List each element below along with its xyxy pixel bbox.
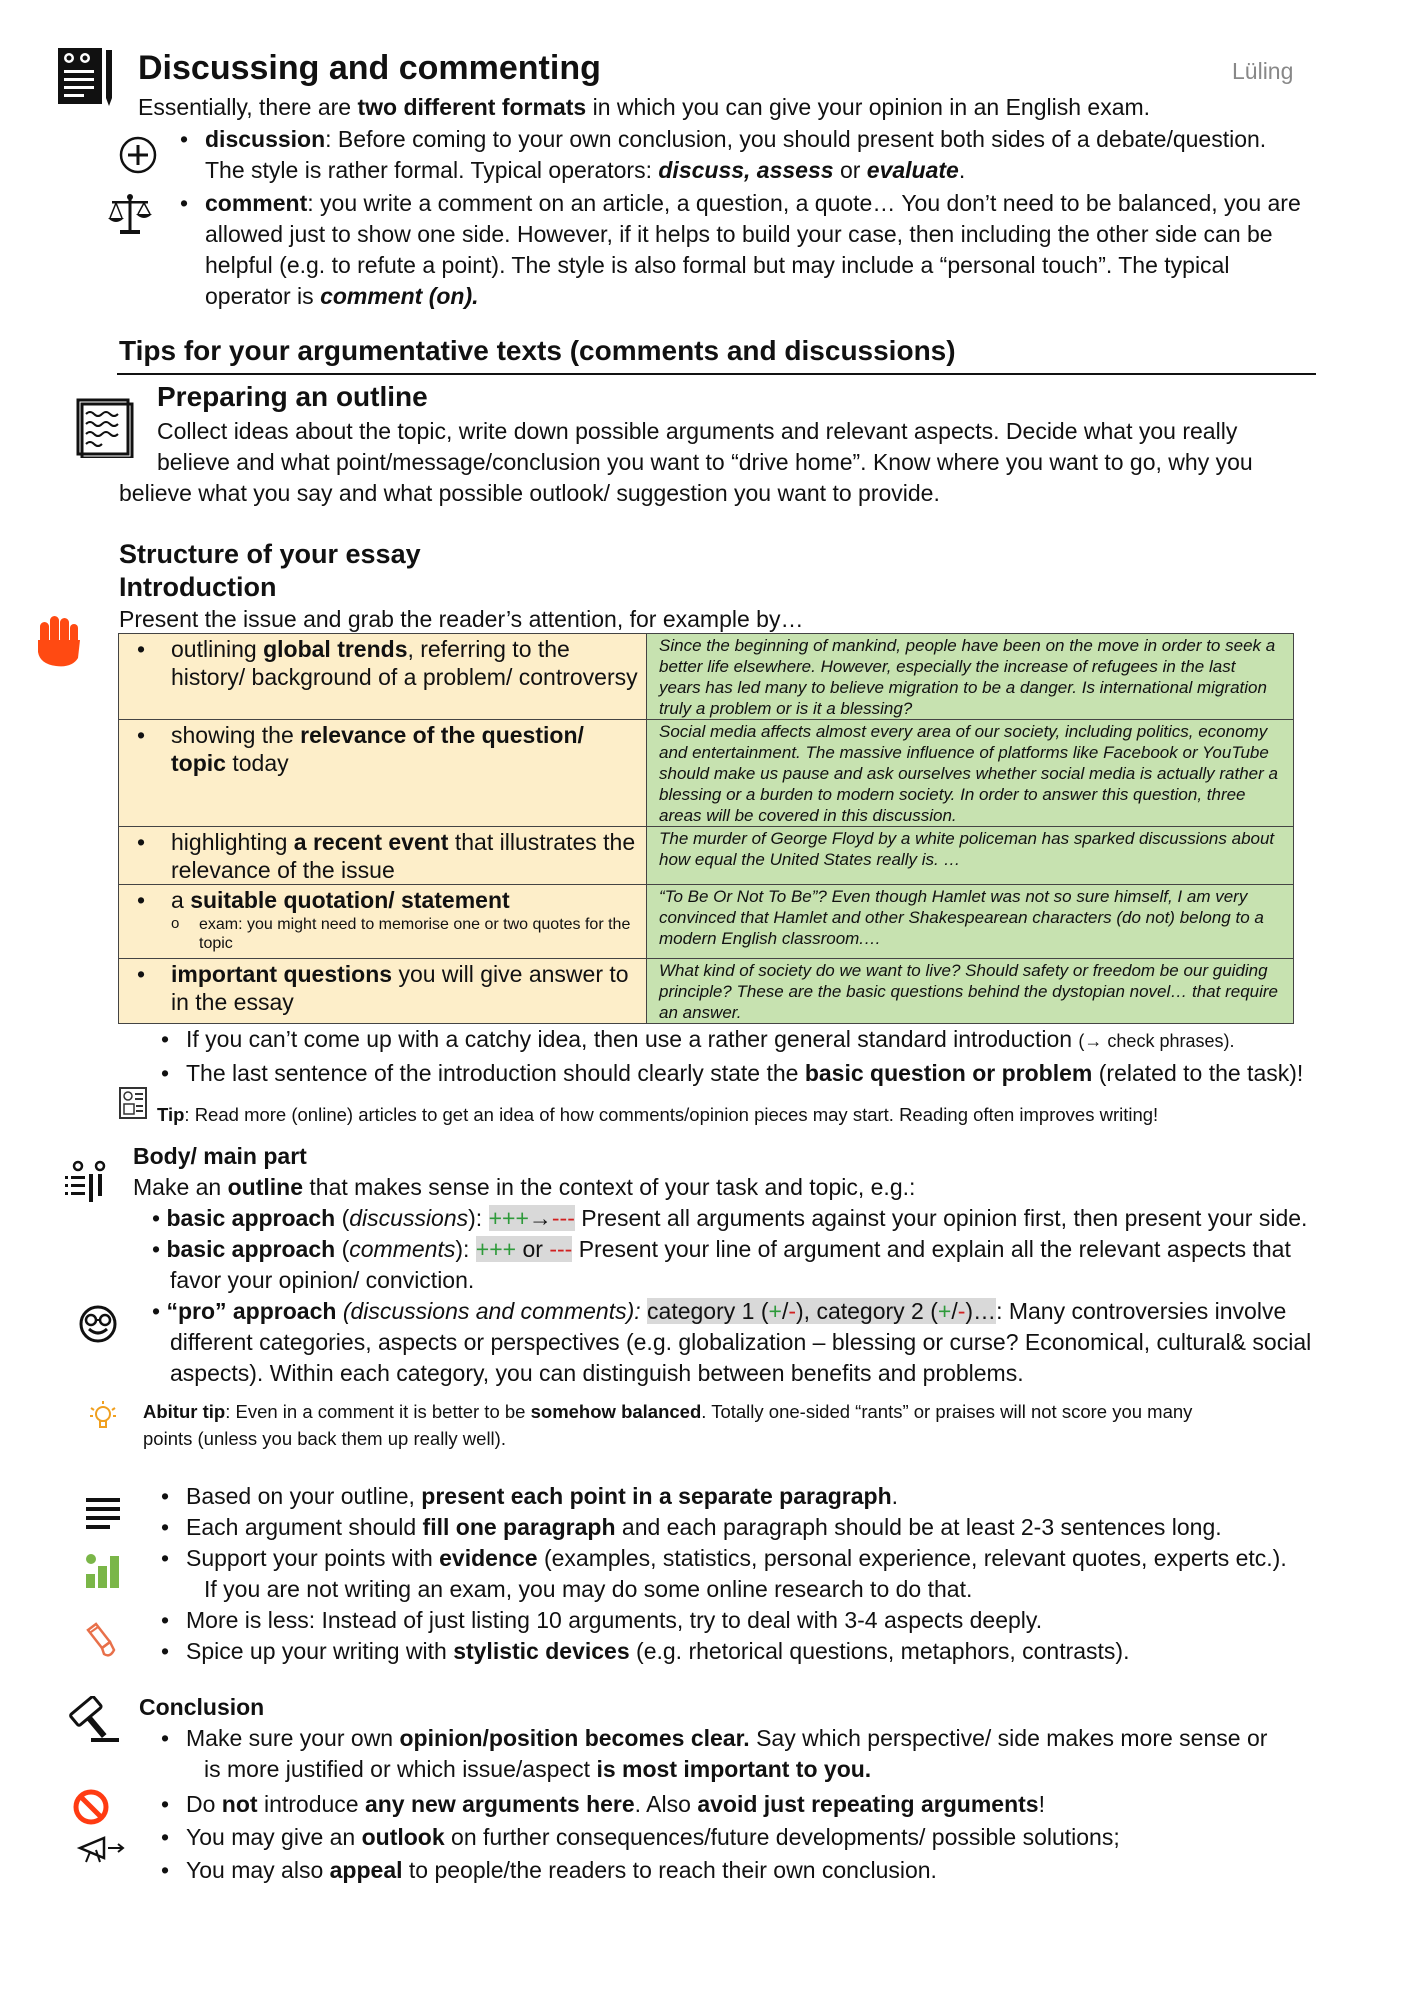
paragraph-lines-icon <box>84 1496 122 1537</box>
list-item: • comment: you write a comment on an article, a question, a quote… You don’t need to be balanced, you are allowed just to show one side. However, if it helps to build your case, then including the other side can be helpful (e.g. to refute a point). The style is also formal but may include a “personal touch”. The typical operator is comment (on). <box>180 188 1330 312</box>
format-list <box>180 124 1330 312</box>
list-item: • The last sentence of the introduction should clearly state the basic question or problem (related to the task)! <box>161 1058 1341 1089</box>
list-item: • More is less: Instead of just listing 10 arguments, try to deal with 3-4 aspects deeply. <box>161 1605 1361 1636</box>
lightbulb-icon <box>88 1400 118 1439</box>
conclusion-list <box>161 1723 1361 1886</box>
list-item: • basic approach (discussions): +++→--- Present all arguments against your opinion first, then present your side. <box>152 1205 1308 1231</box>
list-item: • Based on your outline, present each point in a separate paragraph. <box>161 1481 1361 1512</box>
table-row: • outlining global trends, referring to the history/ background of a problem/ controversy Since the beginning of mankind, people have been on the move in order to seek a better life elsewhere. However, especially the increase of refugees in the last years has led many to believe migration to be a danger. Is international migration truly a problem or is it a blessing? <box>119 634 1294 720</box>
list-item: • basic approach (comments): +++ or --- Present your line of argument and explain all the relevant aspects that <box>152 1236 1291 1262</box>
page-title: Discussing and commenting <box>138 49 601 87</box>
intro-paragraph: Essentially, there are two different formats in which you can give your opinion in an English exam. <box>138 94 1151 120</box>
divider <box>117 373 1316 375</box>
table-row: • highlighting a recent event that illustrates the relevance of the issue The murder of George Floyd by a white policeman has sparked discussions about how equal the United States really is. … <box>119 827 1294 885</box>
paintbrush-icon <box>82 1622 116 1663</box>
list-item: • Spice up your writing with stylistic devices (e.g. rhetorical questions, metaphors, contrasts). <box>161 1636 1361 1667</box>
document-checklist-icon <box>56 46 114 113</box>
nerd-face-icon <box>78 1304 118 1349</box>
paragraph-tips <box>161 1481 1361 1667</box>
approach-list: • basic approach (discussions): +++→--- Present all arguments against your opinion first, then present your side. • basic approach (comments): +++ or --- Present your line of argument and explain all the relevant aspects that favor your opinion/ conviction. • “pro” approach (discussions and comments): category 1 (+/-), category 2 (+/-)…: Many controversies involve different categories, aspects or perspectives (e.g. globalization – blessing or curse? Economical, cultural& social aspects). Within each category, you can distinguish between benefits and problems. <box>152 1203 1352 1389</box>
body-lead: Make an outline that makes sense in the context of your task and topic, e.g.: <box>133 1174 916 1200</box>
gavel-icon <box>61 1696 121 1751</box>
forbidden-icon <box>72 1788 110 1831</box>
introduction-notes <box>161 1024 1341 1089</box>
list-item: • You may also appeal to people/the readers to reach their own conclusion. <box>161 1855 1361 1886</box>
list-item: • Support your points with evidence (examples, statistics, personal experience, relevant quotes, experts etc.). If you are not writing an exam, you may do some online research to do that. <box>161 1543 1361 1605</box>
bar-chart-icon <box>84 1552 120 1595</box>
introduction-heading: Introduction <box>119 572 277 602</box>
tip-line: Tip: Read more (online) articles to get an idea of how comments/opinion pieces may start. Reading often improves writing! <box>157 1104 1159 1125</box>
list-settings-icon <box>61 1160 109 1209</box>
list-item: • If you can’t come up with a catchy idea, then use a rather general standard introduction (→ check phrases). <box>161 1024 1341 1057</box>
telescope-icon <box>76 1832 126 1869</box>
introduction-table <box>118 633 1294 1024</box>
table-row: • a suitable quotation/ statement o exam: you might need to memorise one or two quotes for the topic “To Be Or Not To Be”? Even though Hamlet was not so sure himself, I am very convinced that Hamlet and other Shakespearean characters (do not) belong to a modern English classroom.… <box>119 885 1294 959</box>
abitur-tip: Abitur tip: Even in a comment it is better to be somehow balanced. Totally one-sided “rants” or praises will not score you many points (unless you back them up really well). <box>143 1401 1193 1449</box>
introduction-lead: Present the issue and grab the reader’s attention, for example by… <box>119 606 804 632</box>
outline-heading: Preparing an outline <box>157 381 428 412</box>
table-row: • showing the relevance of the question/ topic today Social media affects almost every area of our society, including politics, economy and entertainment. The massive influence of platforms like Facebook or YouTube should make us pause and ask ourselves whether social media is actually rather a blessing or a burden to modern society. In order to answer this question, three areas will be covered in this discussion. <box>119 720 1294 827</box>
conclusion-heading: Conclusion <box>139 1694 265 1720</box>
outline-text: Collect ideas about the topic, write down possible arguments and relevant aspects. Decide what you really believe and what point/message/conclusion you want to “drive home”. Know where you want to go, why you <box>157 418 1253 475</box>
list-item: • Make sure your own opinion/position becomes clear. Say which perspective/ side makes more sense or is more justified or which issue/aspect is most important to you. <box>161 1723 1361 1785</box>
notepad-icon <box>74 396 136 463</box>
table-row: • important questions you will give answer to in the essay What kind of society do we want to live? Should safety or freedom be our guiding principle? These are the basic questions behind the dystopian novel… that require an answer. <box>119 959 1294 1024</box>
list-item: • Do not introduce any new arguments here. Also avoid just repeating arguments! <box>161 1789 1361 1820</box>
body-heading: Body/ main part <box>133 1143 307 1169</box>
newspaper-icon <box>118 1086 150 1125</box>
structure-heading: Structure of your essay <box>119 539 421 569</box>
list-item: • Each argument should fill one paragraph and each paragraph should be at least 2-3 sentences long. <box>161 1512 1361 1543</box>
raised-hand-icon <box>32 612 86 673</box>
list-item: • “pro” approach (discussions and comments): category 1 (+/-), category 2 (+/-)…: Many controversies involve <box>152 1298 1287 1324</box>
outline-text-end: believe what you say and what possible outlook/ suggestion you want to provide. <box>119 480 940 506</box>
plus-circle-icon <box>119 136 157 179</box>
author-name: Lüling <box>1232 58 1294 84</box>
section-heading: Tips for your argumentative texts (comments and discussions) <box>119 335 956 366</box>
scales-icon <box>106 192 154 241</box>
list-item: • You may give an outlook on further consequences/future developments/ possible solutions; <box>161 1822 1361 1853</box>
list-item: • discussion: Before coming to your own conclusion, you should present both sides of a debate/question. The style is rather formal. Typical operators: discuss, assess or evaluate. <box>180 124 1330 186</box>
